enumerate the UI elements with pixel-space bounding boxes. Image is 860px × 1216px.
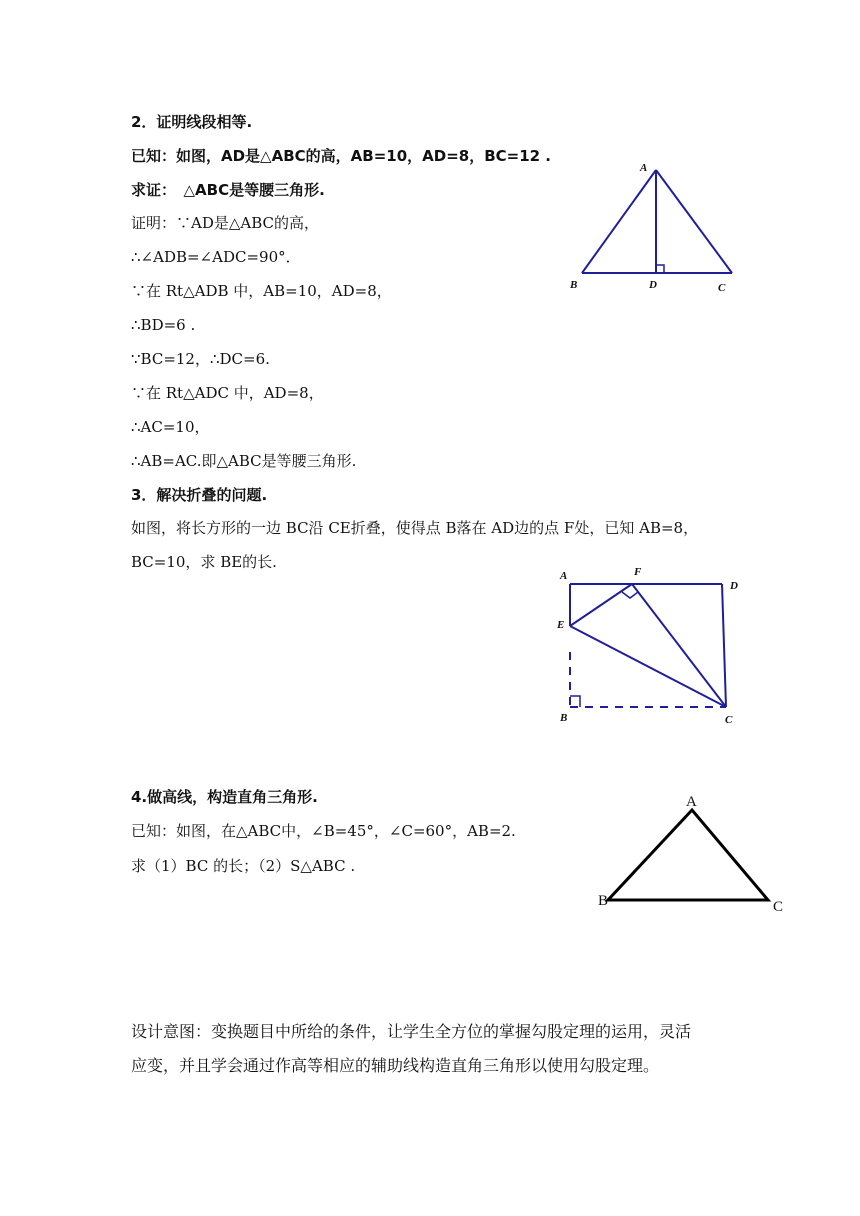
label-b: B — [560, 712, 568, 724]
section4-heading: 4.做高线，构造直角三角形. — [131, 788, 318, 806]
right-angle-mark — [656, 265, 664, 273]
label-a: A — [686, 794, 697, 810]
proof-line: ∴∠ADB=∠ADC=90°． — [131, 248, 301, 266]
design-intent-line2: 应变，并且学会通过作高等相应的辅助线构造直角三角形以使用勾股定理。 — [131, 1056, 660, 1075]
proof-line: 证明：∵AD是△ABC的高， — [131, 214, 320, 232]
proof-line: ∵在 Rt△ADC 中，AD=8， — [131, 384, 324, 402]
section4-ask: 求（1）BC 的长；（2）S△ABC . — [131, 857, 356, 875]
label-c: C — [725, 714, 733, 726]
side-ac — [656, 170, 732, 273]
section3-problem-line2: BC=10，求 BE的长. — [131, 553, 277, 571]
proof-line: ∴AC=10， — [131, 418, 210, 436]
fold-line-ce — [570, 626, 726, 707]
label-b: B — [598, 893, 609, 909]
folding-rectangle-figure — [552, 562, 752, 732]
proof-line: ∵在 Rt△ADB 中，AB=10，AD=8， — [131, 282, 392, 300]
label-b: B — [570, 279, 578, 291]
label-d: D — [730, 580, 738, 592]
isosceles-triangle-figure — [560, 155, 750, 300]
section3-problem-line1: 如图，将长方形的一边 BC沿 CE折叠，使得点 B落在 AD边的点 F处，已知 AB=8， — [131, 519, 699, 537]
label-e: E — [557, 619, 565, 631]
label-a: A — [560, 570, 568, 582]
label-d: D — [649, 279, 657, 291]
label-a: A — [640, 162, 648, 174]
section3-heading: 3．解决折叠的问题. — [131, 486, 268, 504]
label-c: C — [718, 282, 726, 294]
segment-fc — [632, 584, 726, 707]
side-dc — [722, 584, 726, 707]
section2-given: 已知：如图，AD是△ABC的高，AB=10，AD=8，BC=12 . — [131, 147, 552, 165]
proof-line: ∴BD=6 . — [131, 316, 196, 334]
proof-line: ∵BC=12，∴DC=6. — [131, 350, 270, 368]
section2-prove: 求证： △ABC是等腰三角形. — [131, 181, 325, 199]
segment-ef — [570, 584, 632, 626]
proof-line: ∴AB=AC.即△ABC是等腰三角形. — [131, 452, 357, 470]
side-ab — [582, 170, 656, 273]
section4-given: 已知：如图，在△ABC中，∠B=45°，∠C=60°，AB=2. — [131, 822, 516, 840]
label-c: C — [773, 899, 784, 915]
section2-heading: 2．证明线段相等. — [131, 113, 253, 131]
triangle-abc — [608, 810, 768, 900]
triangle-abc-figure — [592, 790, 792, 920]
label-f: F — [634, 566, 642, 578]
design-intent-line1: 设计意图：变换题目中所给的条件，让学生全方位的掌握勾股定理的运用，灵活 — [131, 1022, 692, 1041]
right-angle-mark-b — [570, 696, 580, 707]
right-angle-mark-f — [622, 592, 638, 598]
